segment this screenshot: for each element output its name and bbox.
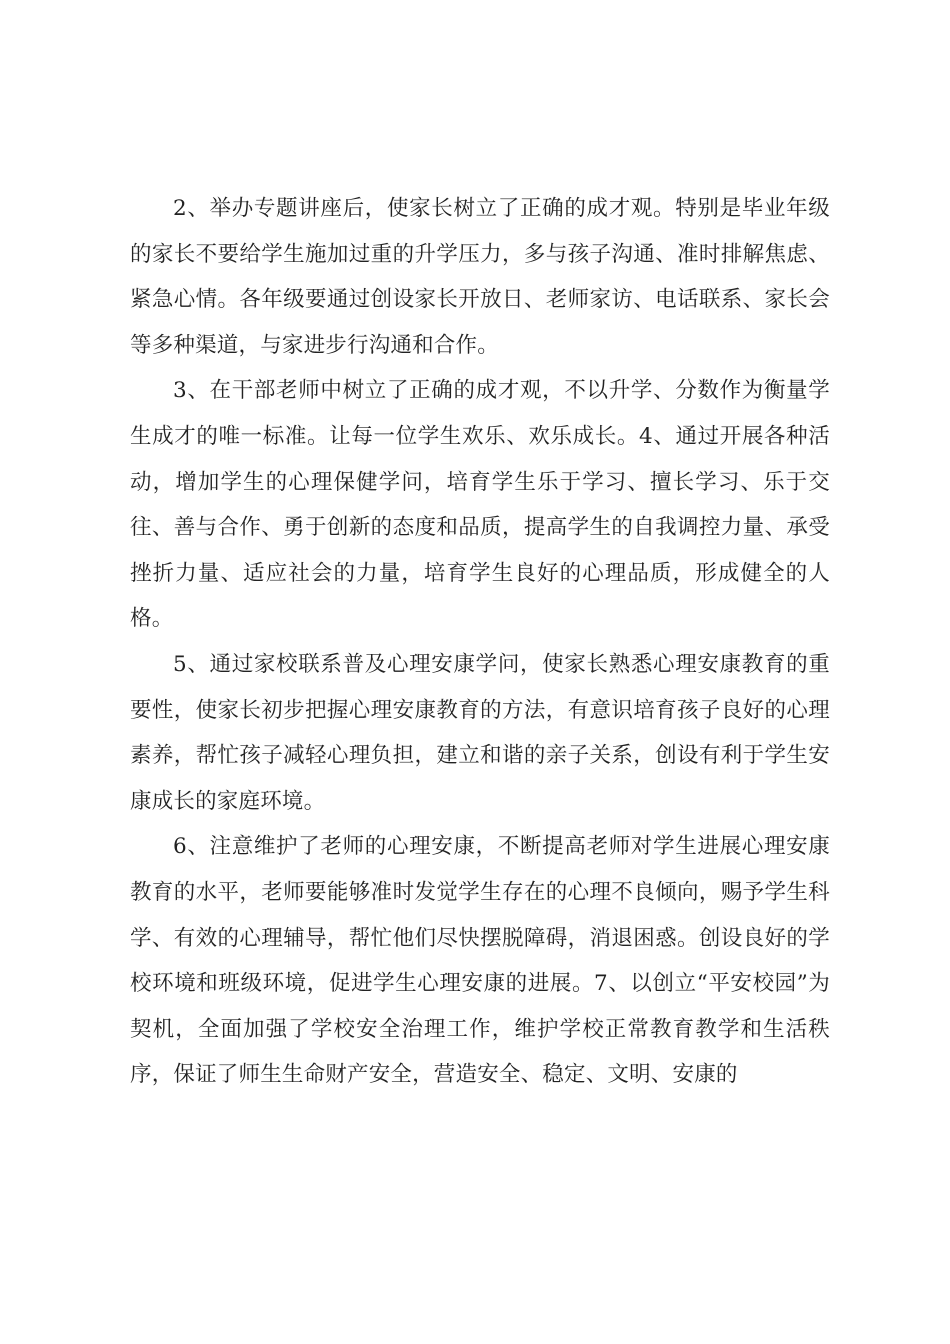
paragraph-6-7: 6、注意维护了老师的心理安康，不断提高老师对学生进展心理安康教育的水平，老师要能够准时发觉学生存在的心理不良倾向，赐予学生科学、有效的心理辅导，帮忙他们尽快摆脱障碍，消退困惑。创设良好的学校环境和班级环境，促进学生心理安康的进展。7、以创立“平安校园”为契机，全面加强了学校安全治理工作，维护学校正常教育教学和生活秩序，保证了师生生命财产安全，营造安全、稳定、文明、安康的 (130, 834, 830, 1088)
paragraph-5: 5、通过家校联系普及心理安康学问，使家长熟悉心理安康教育的重要性，使家长初步把握心理安康教育的方法，有意识培育孩子良好的心理素养，帮忙孩子减轻心理负担，建立和谐的亲子关系，创设有利于学生安康成长的家庭环境。 (130, 651, 830, 814)
paragraph-2: 2、举办专题讲座后，使家长树立了正确的成才观。特别是毕业年级的家长不要给学生施加过重的升学压力，多与孩子沟通、准时排解焦虑、紧急心情。各年级要通过创设家长开放日、老师家访、电话联系、家长会等多种渠道，与家进步行沟通和合作。 (130, 196, 830, 358)
paragraph-3-4: 3、在干部老师中树立了正确的成才观，不以升学、分数作为衡量学生成才的唯一标准。让每一位学生欢乐、欢乐成长。4、通过开展各种活动，增加学生的心理保健学问，培育学生乐于学习、擅长学习、乐于交往、善与合作、勇于创新的态度和品质，提高学生的自我调控力量、承受挫折力量、适应社会的力量，培育学生良好的心理品质，形成健全的人格。 (130, 378, 830, 632)
document-body (130, 186, 830, 1098)
